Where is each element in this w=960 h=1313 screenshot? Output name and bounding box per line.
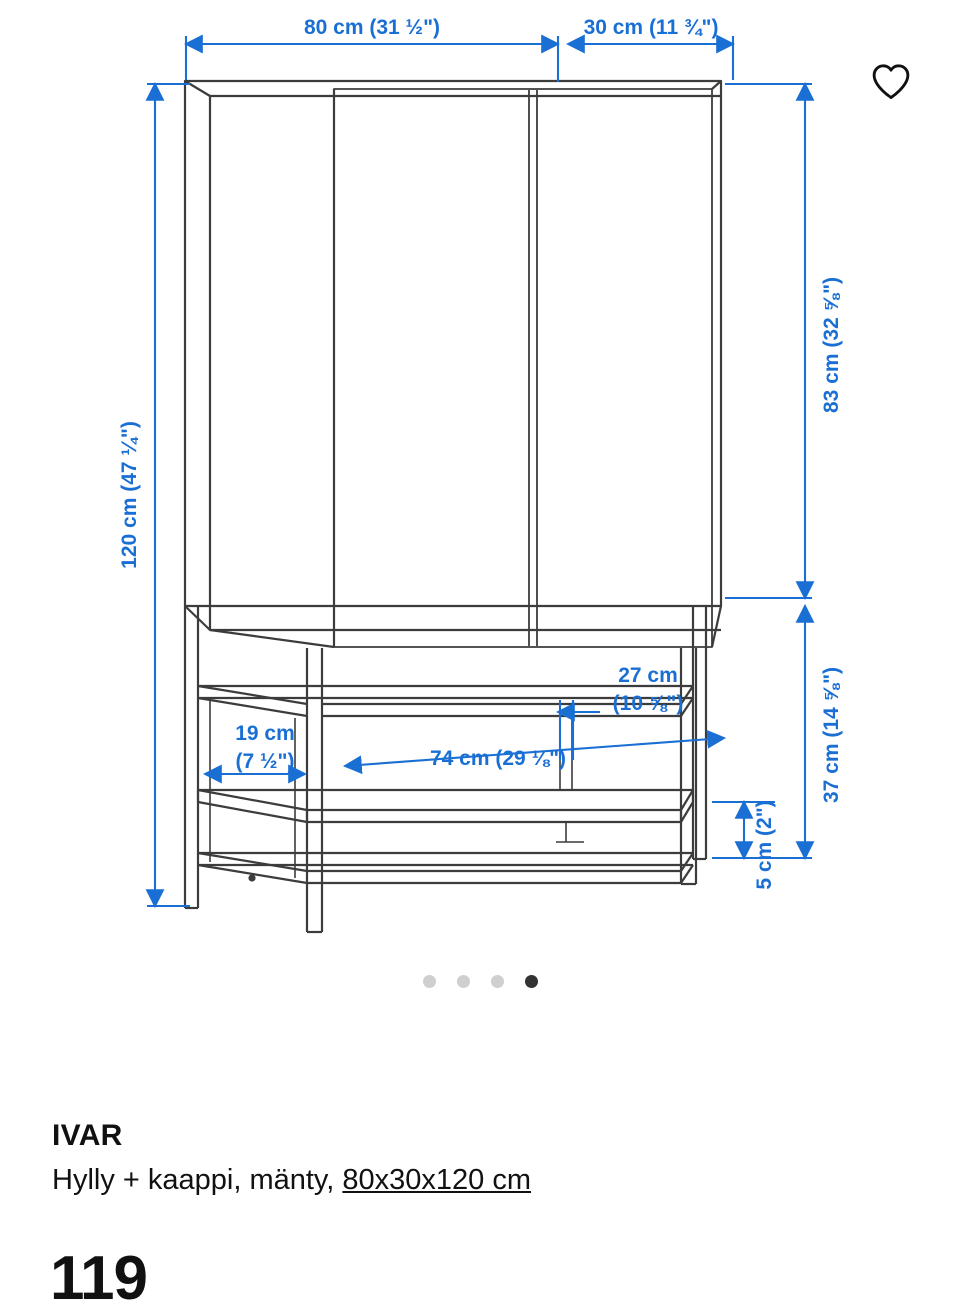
product-description [52, 1162, 912, 1200]
dim-base-height: 37 cm (14 ⅝") [820, 666, 843, 804]
heart-icon [868, 58, 914, 104]
dim-cabinet-height: 83 cm (32 ⅝") [820, 276, 843, 414]
favourite-button[interactable] [868, 58, 914, 104]
dim-leg-inner: 19 cm [235, 722, 295, 745]
peg-dot [248, 874, 255, 881]
dim-shelf-width: 74 cm (29 ⅛") [429, 747, 567, 770]
product-info [52, 1118, 912, 1200]
product-price: 119 [50, 1244, 148, 1313]
dim-depth-top: 30 cm (11 ¾") [583, 16, 719, 39]
dim-bottom-gap: 5 cm (2") [753, 800, 776, 890]
dim-leg-inner-inches: (7 ½") [235, 750, 295, 773]
carousel-dots[interactable] [0, 975, 960, 988]
dim-shelf-depth-inches: (10 ⅝") [612, 692, 684, 715]
product-size-link[interactable]: 80x30x120 cm [342, 1164, 532, 1196]
carousel-dot-3[interactable] [491, 975, 504, 988]
carousel-dot-1[interactable] [423, 975, 436, 988]
carousel-dot-2[interactable] [457, 975, 470, 988]
product-name: IVAR [52, 1119, 123, 1152]
carousel-dot-4[interactable] [525, 975, 538, 988]
dim-shelf-depth: 27 cm [618, 664, 678, 687]
dim-width-top: 80 cm (31 ½") [303, 16, 441, 39]
dim-total-height: 120 cm (47 ¼") [118, 421, 141, 569]
product-description-text: Hylly + kaappi, mänty, [52, 1164, 343, 1196]
